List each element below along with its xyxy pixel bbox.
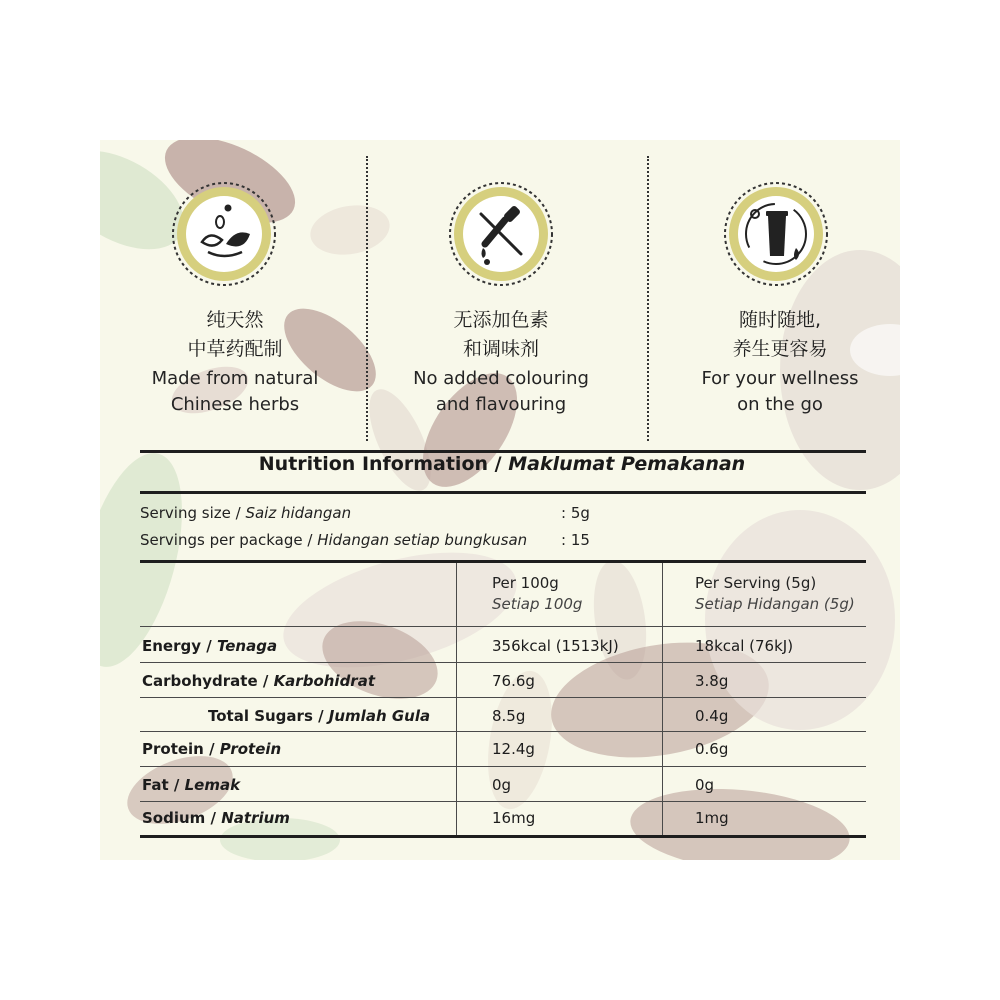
col-header-ms: Setiap Hidangan (5g) bbox=[695, 595, 855, 613]
row-label-ms: Tenaga bbox=[216, 637, 278, 655]
row-divider bbox=[140, 766, 866, 767]
feature-en-text bbox=[100, 366, 370, 418]
col-per-100g-header bbox=[492, 573, 582, 615]
cell-per-serving: 0.4g bbox=[695, 707, 729, 725]
servings-ms: Hidangan setiap bungkusan bbox=[317, 531, 528, 549]
feature-cn-text bbox=[645, 306, 900, 364]
row-label-en: Carbohydrate / bbox=[142, 672, 274, 690]
nutrition-title bbox=[140, 453, 864, 475]
cn-line: 养生更容易 bbox=[732, 338, 828, 360]
travel-cup-icon bbox=[722, 180, 830, 288]
servings-en: Servings per package / bbox=[140, 531, 318, 549]
row-divider bbox=[140, 626, 866, 627]
cell-per-100g: 8.5g bbox=[492, 707, 526, 725]
feature-en-text bbox=[366, 366, 636, 418]
feature-cn-text bbox=[100, 306, 370, 364]
cell-per-serving: 0g bbox=[695, 776, 715, 794]
cell-per-100g: 76.6g bbox=[492, 672, 535, 690]
col-per-serving-header bbox=[695, 573, 855, 615]
row-label-energy bbox=[142, 637, 277, 655]
cell-per-100g: 12.4g bbox=[492, 740, 535, 758]
cell-per-100g: 356kcal (1513kJ) bbox=[492, 637, 619, 655]
row-label-fat bbox=[142, 776, 240, 794]
cell-per-serving: 0.6g bbox=[695, 740, 729, 758]
feature-en-text bbox=[645, 366, 900, 418]
servings-per-package-label bbox=[140, 531, 527, 549]
cn-line: 中草药配制 bbox=[187, 338, 283, 360]
row-label-sodium bbox=[142, 809, 290, 827]
title-en: Nutrition Information bbox=[258, 453, 489, 475]
col-header-ms: Setiap 100g bbox=[492, 595, 583, 613]
en-line: Chinese herbs bbox=[170, 394, 300, 415]
row-label-ms: Natrium bbox=[221, 809, 290, 827]
cell-per-serving: 3.8g bbox=[695, 672, 729, 690]
feature-cn-text bbox=[366, 306, 636, 364]
header-top-rule bbox=[140, 560, 866, 563]
en-line: For your wellness bbox=[701, 368, 859, 389]
serving-size-ms: Saiz hidangan bbox=[245, 504, 352, 522]
column-divider bbox=[456, 563, 457, 836]
row-divider bbox=[140, 801, 866, 802]
title-ms: Maklumat Pemakanan bbox=[508, 453, 746, 475]
row-label-ms: Protein bbox=[219, 740, 282, 758]
cn-line: 无添加色素 bbox=[453, 309, 549, 331]
row-label-en: Sodium / bbox=[142, 809, 222, 827]
servings-value: : 15 bbox=[561, 531, 590, 549]
seedling-herb-icon bbox=[170, 180, 278, 288]
column-divider bbox=[662, 563, 663, 836]
cn-line: 和调味剂 bbox=[462, 338, 539, 360]
serving-size-en: Serving size / bbox=[140, 504, 246, 522]
row-divider bbox=[140, 662, 866, 663]
title-separator: / bbox=[494, 453, 502, 475]
row-label-en: Fat / bbox=[142, 776, 185, 794]
row-divider bbox=[140, 731, 866, 732]
product-info-panel bbox=[100, 140, 900, 860]
row-label-protein bbox=[142, 740, 281, 758]
no-dropper-icon bbox=[447, 180, 555, 288]
en-line: and flavouring bbox=[435, 394, 567, 415]
row-label-total-sugars bbox=[208, 707, 430, 725]
cell-per-100g: 0g bbox=[492, 776, 512, 794]
cell-per-100g: 16mg bbox=[492, 809, 536, 827]
row-divider bbox=[140, 697, 866, 698]
cell-per-serving: 1mg bbox=[695, 809, 729, 827]
cn-line: 随时随地, bbox=[738, 309, 822, 331]
cn-line: 纯天然 bbox=[206, 309, 264, 331]
cell-per-serving: 18kcal (76kJ) bbox=[695, 637, 794, 655]
serving-size-label bbox=[140, 504, 351, 522]
serving-size-value: : 5g bbox=[561, 504, 590, 522]
row-label-ms: Jumlah Gula bbox=[328, 707, 431, 725]
row-label-en: Total Sugars / bbox=[208, 707, 329, 725]
row-label-en: Protein / bbox=[142, 740, 220, 758]
en-line: on the go bbox=[737, 394, 823, 415]
title-bottom-rule bbox=[140, 491, 866, 494]
row-label-ms: Karbohidrat bbox=[273, 672, 375, 690]
en-line: No added colouring bbox=[413, 368, 589, 389]
col-header-en: Per 100g bbox=[492, 574, 559, 592]
col-header-en: Per Serving (5g) bbox=[695, 574, 817, 592]
en-line: Made from natural bbox=[151, 368, 319, 389]
row-label-en: Energy / bbox=[142, 637, 217, 655]
row-label-ms: Lemak bbox=[184, 776, 241, 794]
table-bottom-rule bbox=[140, 835, 866, 838]
row-label-carbohydrate bbox=[142, 672, 375, 690]
